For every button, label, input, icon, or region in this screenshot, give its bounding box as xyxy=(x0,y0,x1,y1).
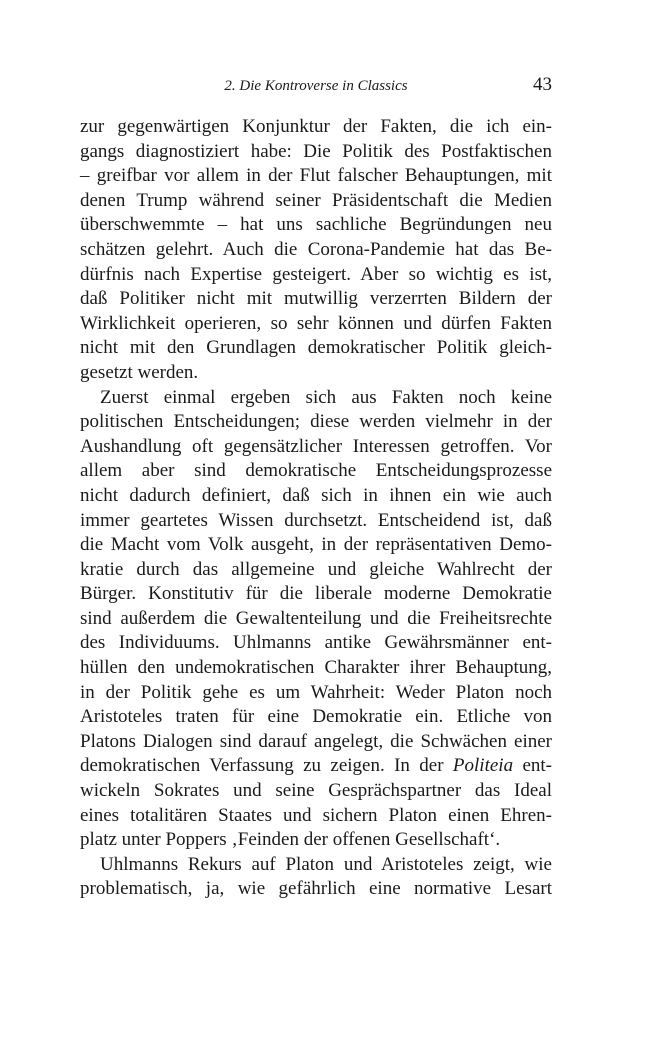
text-line: eines totalitären Staates und sichern Platon einen Ehren- xyxy=(80,804,552,826)
text-line: daß Politiker nicht mit mutwillig verzerrten Bildern der xyxy=(80,288,552,310)
page-number: 43 xyxy=(533,74,552,95)
text-line: nicht mit den Grundlagen demokratischer Politik gleich- xyxy=(80,337,552,359)
text-line: demokratischen Verfassung zu zeigen. In der Politeia ent- xyxy=(80,755,552,777)
text-line: schätzen gelehrt. Auch die Corona-Pandemie hat das Be- xyxy=(80,238,552,260)
text-line: Aristoteles traten für eine Demokratie ein. Etliche von xyxy=(80,706,552,728)
text-line: gangs diagnostiziert habe: Die Politik des Postfaktischen xyxy=(80,140,552,162)
text-line: platz unter Poppers ‚Feinden der offenen Gesellschaft‘. xyxy=(80,829,501,851)
text-line: politischen Entscheidungen; diese werden vielmehr in der xyxy=(80,411,552,433)
text-line: Bürger. Konstitutiv für die liberale moderne Demokratie xyxy=(80,583,552,605)
text-line: – greifbar vor allem in der Flut falscher Behauptungen, mit xyxy=(80,165,552,187)
text-line: Aushandlung oft gegensätzlicher Interessen getroffen. Vor xyxy=(80,435,552,457)
text-line: überschwemmte – hat uns sachliche Begründungen neu xyxy=(80,214,552,236)
text-line: problematisch, ja, wie gefährlich eine normative Lesart xyxy=(80,878,552,900)
running-head xyxy=(80,74,552,100)
text-line: nicht dadurch definiert, daß sich in ihnen ein wie auch xyxy=(80,484,552,506)
text-line: Platons Dialogen sind darauf angelegt, die Schwächen einer xyxy=(80,730,552,752)
text-line: kratie durch das allgemeine und gleiche Wahlrecht der xyxy=(80,558,552,580)
text-line: allem aber sind demokratische Entscheidungsprozesse xyxy=(80,460,552,482)
chapter-title: 2. Die Kontroverse in Classics xyxy=(224,78,408,94)
text-line: dürfnis nach Expertise gesteigert. Aber so wichtig es ist, xyxy=(80,263,552,285)
text-line: sind außerdem die Gewaltenteilung und die Freiheitsrechte xyxy=(80,607,552,629)
text-line: Wirklichkeit operieren, so sehr können und dürfen Fakten xyxy=(80,312,552,334)
text-line: in der Politik gehe es um Wahrheit: Weder Platon noch xyxy=(80,681,552,703)
text-line: Uhlmanns Rekurs auf Platon und Aristoteles zeigt, wie xyxy=(100,853,552,875)
text-line: immer geartetes Wissen durchsetzt. Entscheidend ist, daß xyxy=(80,509,552,531)
text-line: hüllen den undemokratischen Charakter ihrer Behauptung, xyxy=(80,657,552,679)
italic-title: Politeia xyxy=(452,755,514,777)
text-line: denen Trump während seiner Präsidentschaft die Medien xyxy=(80,189,552,211)
text-line: Zuerst einmal ergeben sich aus Fakten noch keine xyxy=(100,386,552,408)
body-text xyxy=(80,115,552,902)
text-line: wickeln Sokrates und seine Gesprächspartner das Ideal xyxy=(80,780,552,802)
text-line: die Macht vom Volk ausgeht, in der repräsentativen Demo- xyxy=(80,534,552,556)
text-line: gesetzt werden. xyxy=(80,361,199,383)
text-line: des Individuums. Uhlmanns antike Gewährsmänner ent- xyxy=(80,632,552,654)
text-line: zur gegenwärtigen Konjunktur der Fakten, die ich ein- xyxy=(80,116,552,137)
